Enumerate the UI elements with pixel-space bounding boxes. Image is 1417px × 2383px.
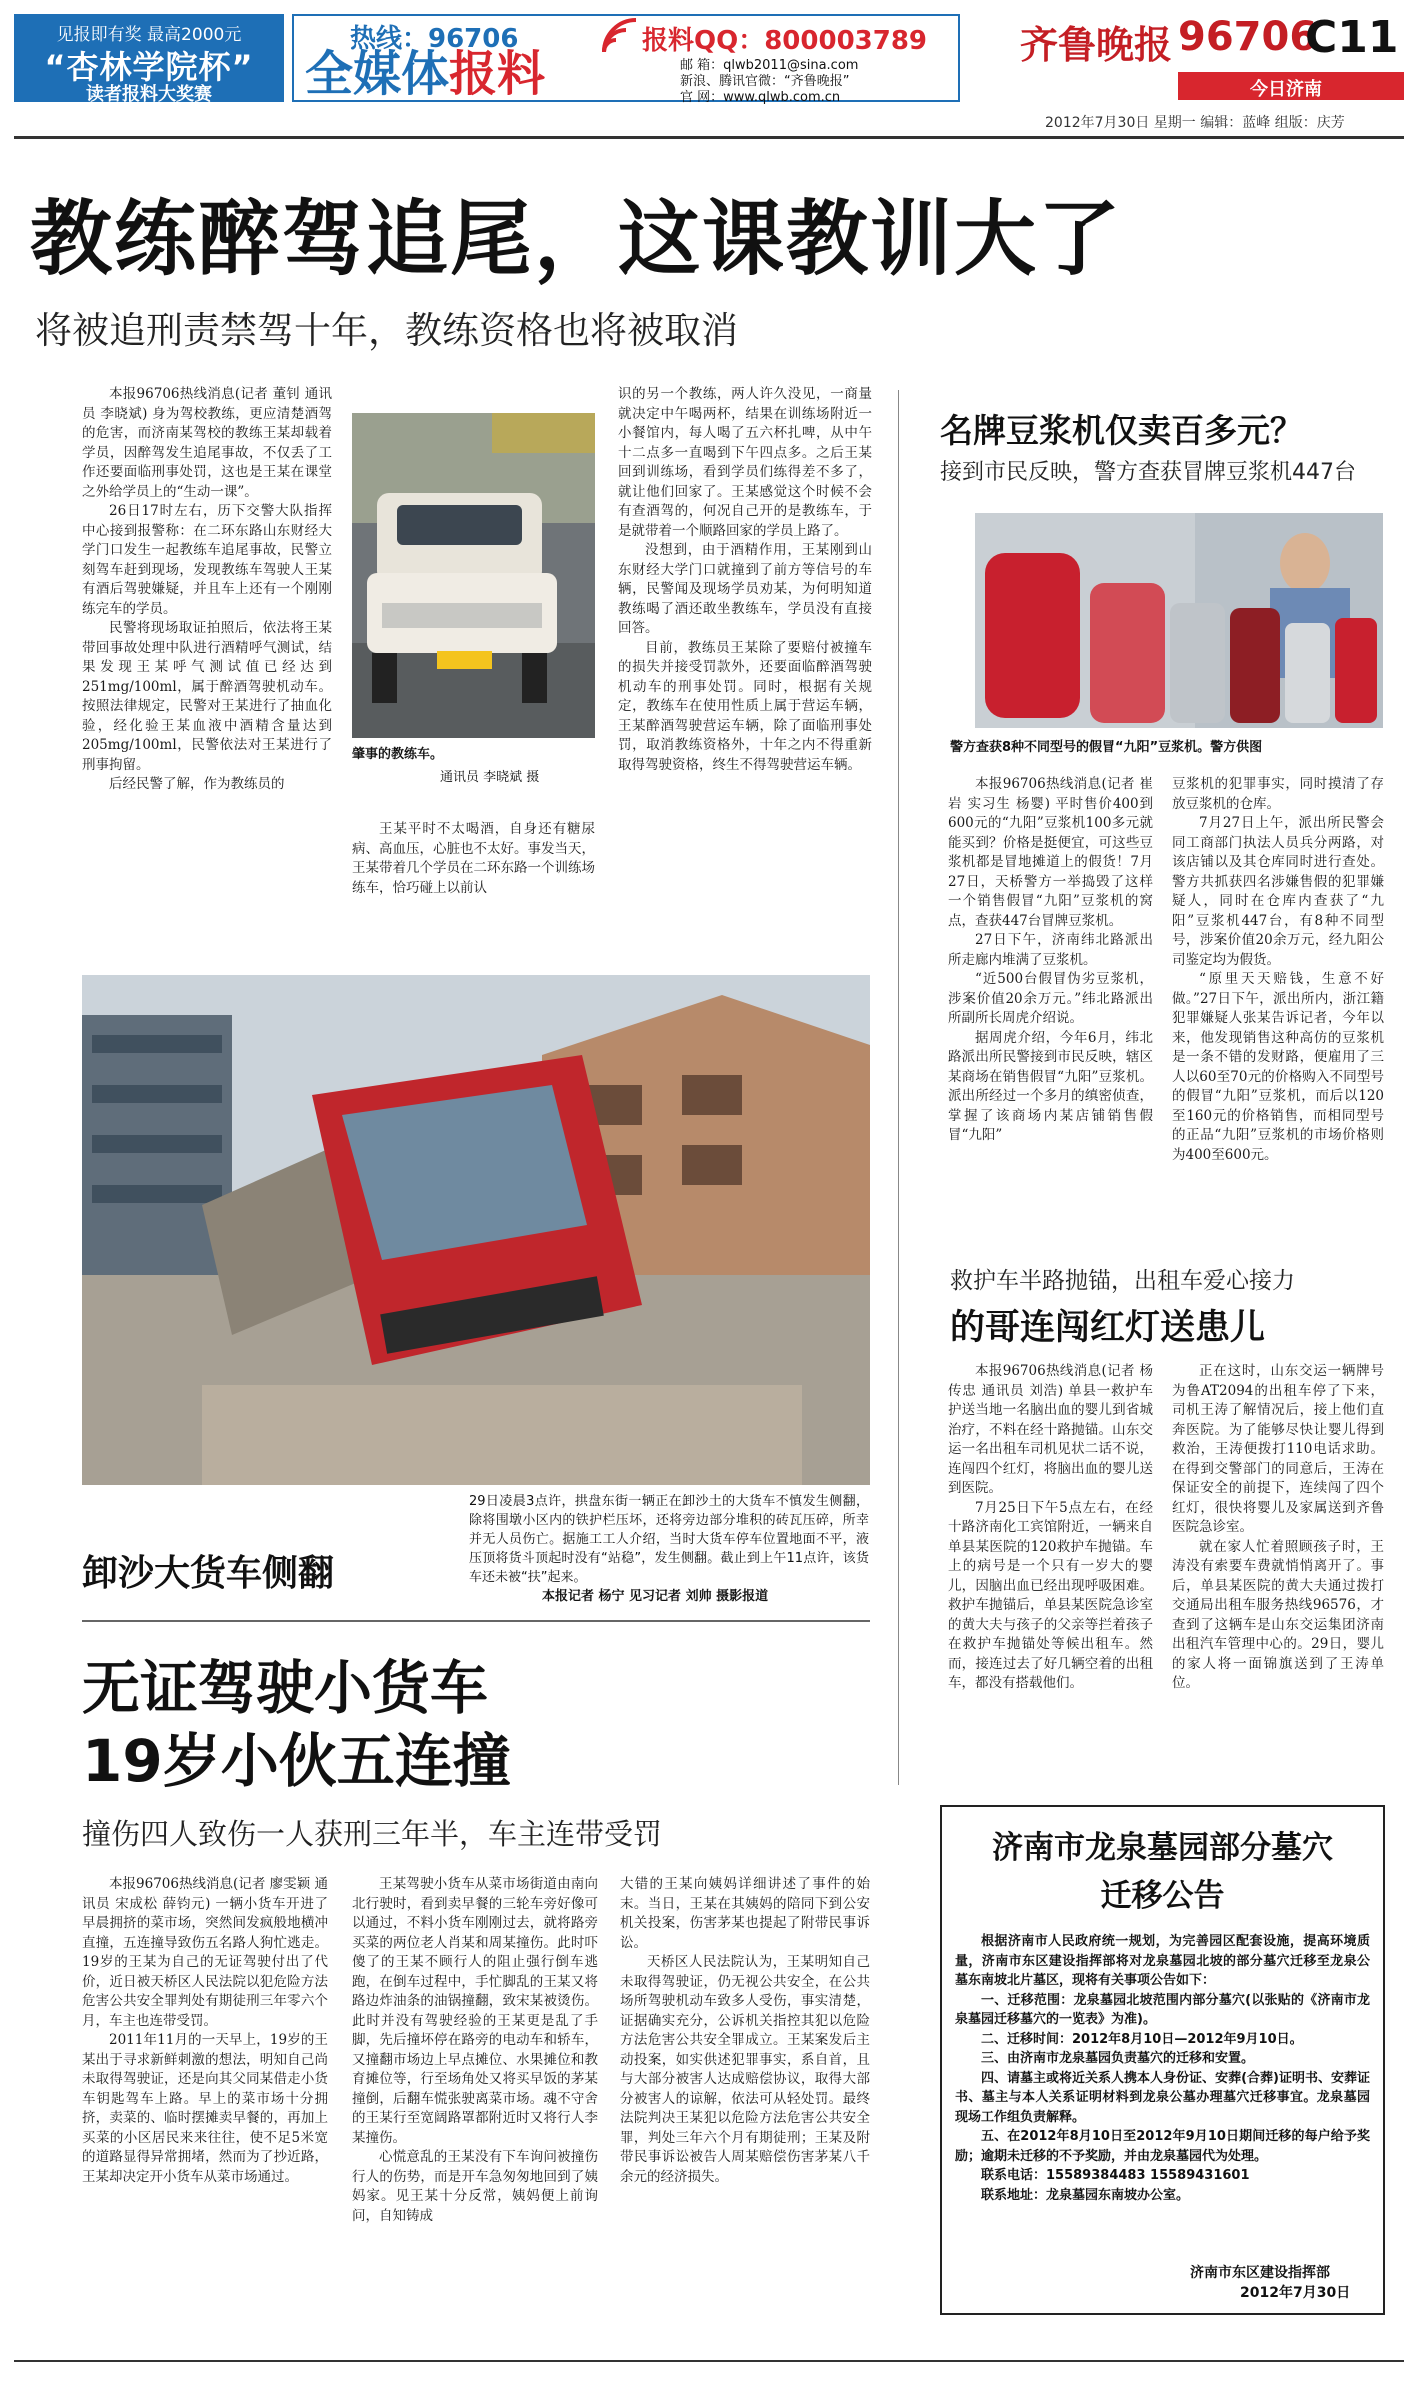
paper-phone: 96706: [1178, 14, 1318, 60]
coach-car-credit: 通讯员 李晓斌 摄: [440, 770, 540, 785]
soymilk-caption: 警方查获8种不同型号的假冒“九阳”豆浆机。警方供图: [950, 740, 1263, 755]
driver-col1-p2: 2011年11月的一天早上，19岁的王某出于寻求新鲜刺激的想法，明知自己尚未取得驾驶证，还是向其父同某借走小货车钥匙驾车上路。早上的菜市场十分拥挤，卖菜的、临时摆摊卖早餐的，再加上买菜的小区居民来来往往，使不足5米宽的道路显得异常拥堵，然而为了抄近路，王某却决定开小货车从菜市场通过。: [82, 2032, 328, 2185]
media-title: [305, 48, 545, 100]
notice-body: [955, 1932, 1370, 2205]
main-col1-p3: 民警将现场取证拍照后，依法将王某带回事故处理中队进行酒精呼气测试，结果发现王某呼气测试值已经达到251mg/100ml，属于醉酒驾驶机动车。按照法律规定，民警对王某进行了抽血化验，经化验王某血液中酒精含量达到205mg/100ml，民警依法对王某进行了刑事拘留。: [82, 620, 332, 773]
soymilk-col1-p1: 本报96706热线消息(记者 崔岩 实习生 杨婴) 平时售价400到600元的“九阳”豆浆机100多元就能买到？价格是挺便宜，可这些豆浆机都是冒地摊道上的假货！7月27日，天桥警方一举捣毁了这样一个销售假冒“九阳”豆浆机的窝点，查获447台冒牌豆浆机。: [948, 776, 1153, 929]
section-label: 今日济南: [1250, 79, 1322, 100]
main-col3: [618, 385, 872, 775]
soymilk-col2-p2: 7月27日上午，派出所民警会同工商部门执法人员兵分两路，对该店铺以及其仓库同时进行查处。警方共抓获四名涉嫌售假的犯罪嫌疑人，同时在仓库内查获了“九阳”豆浆机447台，有8种不同型号，涉案价值20余万元，经九阳公司鉴定均为假货。: [1172, 815, 1384, 968]
coach-car-caption: 肇事的教练车。: [352, 747, 444, 762]
main-headline: 教练醉驾追尾，这课教训大了: [30, 192, 1123, 287]
main-col2-p1: 王某平时不太喝酒，自身还有糖尿病、高血压，心脏也不太好。事发当天，王某带着几个学员在二环东路一个训练场练车，恰巧碰上以前认: [352, 821, 595, 896]
main-col3-p1: 识的另一个教练，两人许久没见，一商量就决定中午喝两杯，结果在训练场附近一小餐馆内，每人喝了五六杯扎啤，从中午十二点多一直喝到下午四点多。之后王某回到训练场，看到学员们练得差不多了，就让他们回家了。王某感觉这个时候不会有查酒驾的，何况自己开的是教练车，于是就带着一个顺路回家的学员上路了。: [618, 386, 872, 539]
soymilk-col1: [948, 775, 1153, 1146]
weibo-line: 新浪、腾讯官微：“齐鲁晚报”: [680, 74, 850, 89]
notice-item-4: 四、请墓主或将近关系人携本人身份证、安葬(合葬)证明书、安葬证书、墓主与本人关系证明材料到龙泉公墓办理墓穴迁移事宜。龙泉墓园现场工作组负责解释。: [955, 2070, 1370, 2125]
soymilk-col1-p2: 27日下午，济南纬北路派出所走廊内堆满了豆浆机。: [948, 932, 1153, 968]
ambulance-col1: [948, 1362, 1153, 1694]
truck-caption: 29日凌晨3点许，拱盘东街一辆正在卸沙土的大货车不慎发生侧翻，除将围墩小区内的铁护栏压坏，还将旁边部分堆积的砖瓦压碎，所幸并无人员伤亡。据施工工人介绍，当时大货车停车位置地面不平，液压顶将货斗顶起时没有“站稳”，发生侧翻。截止到上午11点许，该货车还未被“扶”起来。: [469, 1494, 869, 1585]
main-col3-p3: 目前，教练员王某除了要赔付被撞车的损失并接受罚款外，还要面临醉酒驾驶机动车的刑事处罚。同时，根据有关规定，教练车在使用性质上属于营运车辆，王某醉酒驾驶营运车辆，除了面临刑事处罚，取消教练资格外，十年之内不得重新取得驾驶资格，终生不得驾驶营运车辆。: [618, 639, 872, 773]
notice-item-5: 五、在2012年8月10日至2012年9月10日期间迁移的每户给予奖励；逾期未迁移的不予奖励，并由龙泉墓园代为处理。: [955, 2129, 1370, 2164]
driver-headline1: 无证驾驶小货车: [82, 1654, 489, 1722]
notice-item-3: 三、由济南市龙泉墓园负责墓穴的迁移和安置。: [981, 2051, 1255, 2066]
ambulance-headline: 的哥连闯红灯送患儿: [950, 1308, 1266, 1348]
paper-name: 齐鲁晚报: [1020, 22, 1173, 67]
ambulance-col2-p1: 正在这时，山东交运一辆牌号为鲁AT2094的出租车停了下来，司机王涛了解情况后，接上他们直奔医院。为了能够尽快让婴儿得到救治，王涛便拨打110电话求助。在得到交警部门的同意后，王涛在保证安全的前提下，连续闯了四个红灯，很快将婴儿及家属送到齐鲁医院急诊室。: [1172, 1363, 1384, 1535]
driver-col2-p1: 王某驾驶小货车从菜市场街道由南向北行驶时，看到卖早餐的三轮车旁好像可以通过，不料小货车刚刚过去，就将路旁买菜的两位老人肖某和周某撞伤。此时吓傻了的王某不顾行人的阻止强行倒车逃跑，在倒车过程中，手忙脚乱的王某又将路边炸油条的油锅撞翻，致宋某被烫伤。此时并没有驾驶经验的王某更是乱了手脚，先后撞坏停在路旁的电动车和轿车，又撞翻市场边上早点摊位、水果摊位和教育摊位等，行至场角处又将买早饭的茅某撞倒，后翻车慌张驶离菜市场。魂不守舍的王某行至宽阔路罩都附近时又将行人李某撞伤。: [352, 1876, 598, 2146]
truck-photo: [82, 975, 870, 1485]
main-col1-p4: 后经民警了解，作为教练员的: [109, 776, 285, 792]
ambulance-kicker: 救护车半路抛锚，出租车爱心接力: [950, 1268, 1295, 1294]
media-title-part2: 报料: [449, 46, 546, 102]
date-line: 2012年7月30日 星期一 编辑：蓝峰 组版：庆芳: [1045, 115, 1345, 131]
signal-icon: [600, 16, 640, 56]
promo-line2: 读者报料大奖赛: [86, 84, 212, 105]
page-number: C11: [1305, 12, 1399, 63]
main-col1: [82, 385, 332, 795]
soymilk-col2-p3: “原里天天赔钱，生意不好做。”27日下午，派出所内，浙江籍犯罪嫌疑人张某告诉记者，今年以来，他发现销售这种高仿的豆浆机是一条不错的发财路，便雇用了三人以60至70元的价格购入不同型号的假冒“九阳”豆浆机，而后以120至160元的价格销售，而相同型号的正品“九阳”豆浆机的市场价格则为400至600元。: [1172, 971, 1384, 1163]
soymilk-headline: 名牌豆浆机仅卖百多元？: [940, 411, 1303, 450]
truck-headline: 卸沙大货车侧翻: [82, 1553, 335, 1594]
main-col1-p2: 26日17时左右，历下交警大队指挥中心接到报警称：在二环东路山东财经大学门口发生一起教练车追尾事故，民警立刻驾车赶到现场，发现教练车驾驶人王某有酒后驾驶嫌疑，并且车上还有一个刚刚练完车的学员。: [82, 503, 332, 617]
header-rule: [14, 136, 1404, 139]
driver-col2: [352, 1875, 598, 2226]
ambulance-col1-p2: 7月25日下午5点左右，在经十路济南化工宾馆附近，一辆来自单县某医院的120救护车抛锚。车上的病号是一个只有一岁大的婴儿，因脑出血已经出现呼吸困难。救护车抛锚后，单县某医院急诊室的黄大夫与孩子的父亲等拦着孩子在救护车抛锚处等候出租车。然而，接连过去了好几辆空着的出租车，都没有搭载他们。: [948, 1499, 1153, 1691]
footer-rule: [14, 2360, 1404, 2362]
promo-title: “杏林学院杯”: [44, 48, 254, 86]
notice-sign2: 2012年7月30日: [1240, 2285, 1351, 2301]
soymilk-photo: [975, 513, 1383, 728]
driver-col3-p1: 大错的王某向姨妈详细讲述了事件的始末。当日，王某在其姨妈的陪同下到公安机关投案，伤害茅某也提起了附带民事诉讼。: [620, 1876, 870, 1951]
promo-line1: 见报即有奖 最高2000元: [56, 25, 242, 45]
driver-col3-p2: 天桥区人民法院认为，王某明知自己未取得驾驶证，仍无视公共安全，在公共场所驾驶机动车致多人受伤，事实清楚，证据确实充分，公诉机关指控其犯以危险方法危害公共安全罪成立。王某案发后主动投案，如实供述犯罪事实，系自首，且与大部分被害人达成赔偿协议，取得大部分被害人的谅解，依法可从轻处罚。最终法院判决王某犯以危险方法危害公共安全罪，判处三年六个月有期徒刑；王某及附带民事诉讼被告人周某赔偿伤害茅某八千余元的经济损失。: [620, 1954, 870, 2185]
main-col3-p2: 没想到，由于酒精作用，王某刚到山东财经大学门口就撞到了前方等信号的车辆，民警闻及现场学员劝某，为何明知道教练喝了酒还敢坐教练车，学员没有直接回答。: [618, 542, 872, 636]
driver-headline2: 19岁小伙五连撞: [82, 1727, 511, 1795]
soymilk-col2-p1: 豆浆机的犯罪事实，同时摸清了存放豆浆机的仓库。: [1172, 776, 1384, 812]
soymilk-col2: [1172, 775, 1384, 1165]
ambulance-col2-p2: 就在家人忙着照顾孩子时，王涛没有索要车费就悄悄离开了。事后，单县某医院的黄大夫通过拨打交通局出租车服务热线96576，才查到了这辆车是山东交运集团济南出租汽车管理中心的。29日，婴儿的家人将一面锦旗送到了王涛单位。: [1172, 1538, 1384, 1691]
notice-item-2: 二、迁移时间：2012年8月10日—2012年9月10日。: [981, 2031, 1303, 2047]
driver-col1-p1: 本报96706热线消息(记者 廖雯颖 通讯员 宋成松 薛钧元) 一辆小货车开进了早晨拥挤的菜市场，突然间发疯般地横冲直撞，五连撞导致伤五名路人狗忙逃走。19岁的王某为自己的无证驾驶付出了代价，近日被天桥区人民法院以犯危险方法危害公共安全罪判处有期徒刑三年零六个月，车主也连带受罚。: [82, 1876, 328, 2029]
notice-item-1: 一、迁移范围：龙泉墓园北坡范围内部分墓穴(以张贴的《济南市龙泉墓园迁移墓穴的一览表》为准)。: [955, 1992, 1370, 2027]
coach-car-photo: [352, 413, 595, 738]
notice-address: 联系地址：龙泉墓园东南坡办公室。: [981, 2187, 1190, 2203]
truck-divider: [82, 1620, 870, 1622]
soymilk-subhead: 接到市民反映，警方查获冒牌豆浆机447台: [940, 460, 1356, 485]
notice-sign1: 济南市东区建设指挥部: [1190, 2265, 1330, 2281]
driver-col2-p2: 心慌意乱的王某没有下车询问被撞伤行人的伤势，而是开车急匆匆地回到了姨妈家。见王某十分反常，姨妈便上前询问，自知铸成: [352, 2149, 598, 2224]
notice-phone: 联系电话：15589384483 15589431601: [981, 2168, 1250, 2183]
media-title-part1: 全媒体: [305, 46, 450, 102]
email-line: 邮 箱：qlwb2011@sina.com: [680, 58, 859, 73]
driver-col1: [82, 1875, 328, 2187]
notice-title1: 济南市龙泉墓园部分墓穴: [992, 1830, 1333, 1866]
column-rule-1: [898, 390, 899, 1785]
ambulance-col1-p1: 本报96706热线消息(记者 杨传忠 通讯员 刘浩) 单县一救护车护送当地一名脑出血的婴儿到省城治疗，不料在经十路抛锚。山东交运一名出租车司机见状二话不说，连闯四个红灯，将脑出血的婴儿送到医院。: [948, 1363, 1153, 1496]
main-subhead: 将被追刑责禁驾十年，教练资格也将被取消: [35, 309, 738, 352]
soymilk-col1-p3: “近500台假冒伪劣豆浆机，涉案价值20余万元。”纬北路派出所副所长周虎介绍说。: [948, 971, 1153, 1026]
main-col1-p1: 本报96706热线消息(记者 董钊 通讯员 李晓斌) 身为驾校教练，更应清楚酒驾的危害，而济南某驾校的教练王某却载着学员，因醉驾发生追尾事故，不仅丢了工作还要面临刑事处罚，这也是王某在课堂之外给学员上的“生动一课”。: [82, 386, 332, 500]
qq-label: 报料QQ：800003789: [642, 26, 928, 56]
truck-credit: 本报记者 杨宁 见习记者 刘帅 摄影报道: [542, 1589, 769, 1604]
notice-intro: 根据济南市人民政府统一规划，为完善园区配套设施，提高环境质量，济南市东区建设指挥部将对龙泉墓园北坡的部分墓穴迁移至龙泉公墓东南坡北片墓区，现将有关事项公告如下：: [955, 1934, 1370, 1988]
driver-subhead: 撞伤四人致伤一人获刑三年半，车主连带受罚: [82, 1817, 663, 1851]
notice-title2: 迁移公告: [1100, 1878, 1225, 1914]
ambulance-col2: [1172, 1362, 1384, 1694]
driver-col3: [620, 1875, 870, 2187]
site-line: 官 网：www.qlwb.com.cn: [680, 90, 841, 105]
soymilk-col1-p4: 据周虎介绍，今年6月，纬北路派出所民警接到市民反映，辖区某商场在销售假冒“九阳”豆浆机。派出所经过一个多月的缜密侦查，掌握了该商场内某店铺销售假冒“九阳”: [948, 1029, 1153, 1143]
main-col2: [352, 820, 595, 898]
hotline-label: 热线：96706: [350, 24, 519, 54]
